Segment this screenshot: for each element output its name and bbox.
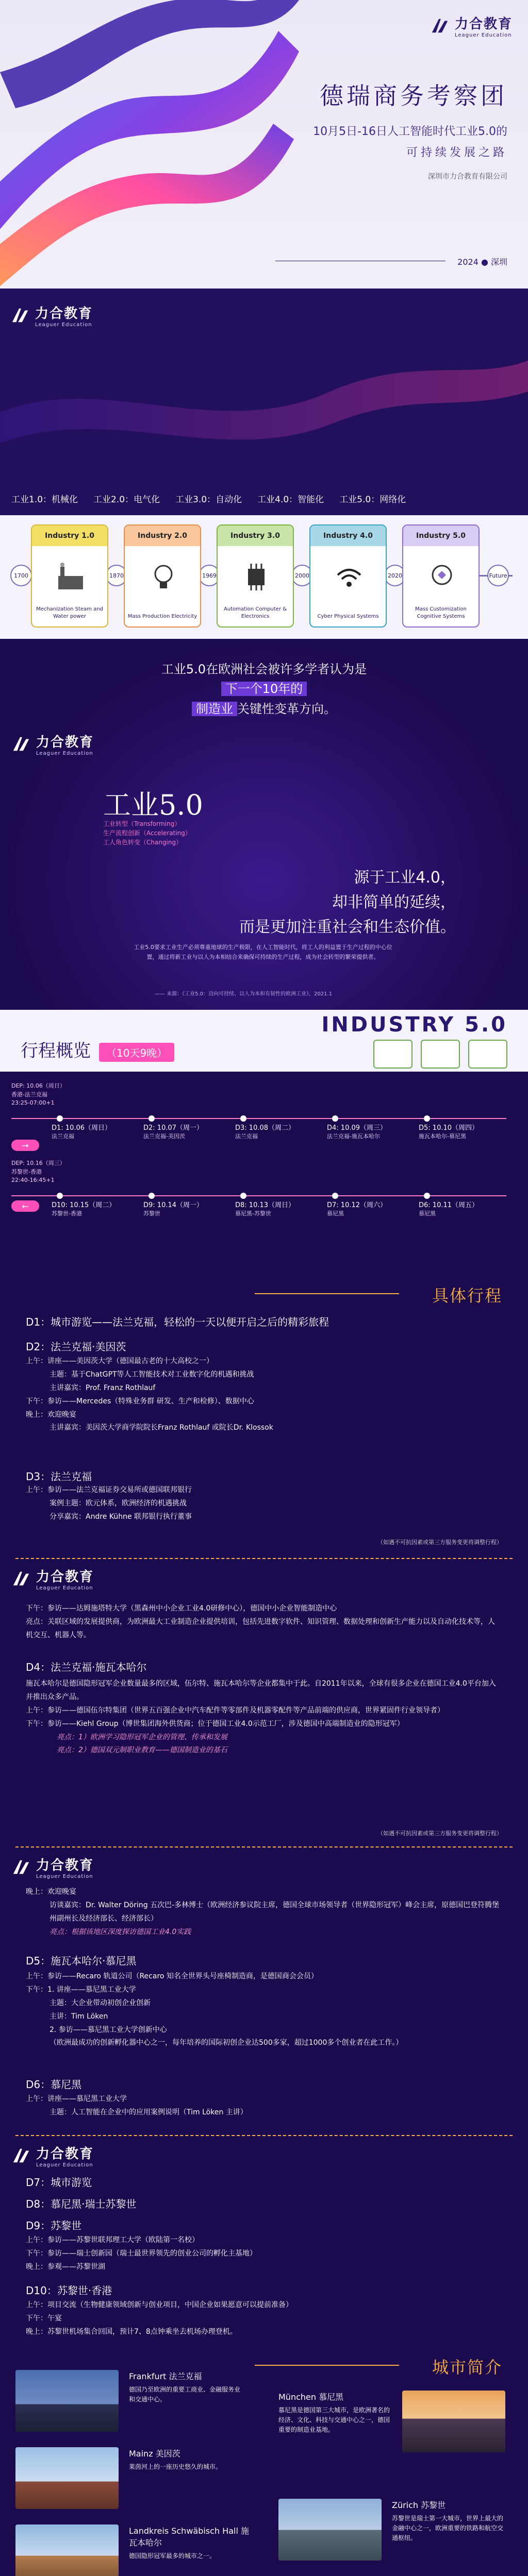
overview-industry-label: INDUSTRY 5.0 [321,1013,507,1037]
city-text [129,2447,242,2472]
route-stop [419,1122,478,1140]
day-4-evening [26,1886,500,1939]
timeline-year: 2000 [291,565,313,586]
industry-5-source: —— 来源：《工业5.0：迈向可持续、以人为本和有韧性的欧洲工业》，2021.1 [155,991,333,997]
quote-line-1: 工业5.0在欧洲社会被许多学者认为是 [161,662,367,676]
people-icon [373,1040,412,1069]
brand-logo-icon [11,1857,31,1877]
keyword: 工业转型（Transforming） [103,820,181,827]
wifi-icon [334,562,365,592]
itinerary-section-3 [0,1844,528,2133]
stop-city: 慕尼黑 [419,1210,436,1217]
cover-title: 德瑞商务考察团 [320,82,507,110]
section-divider [15,1846,513,1848]
section-logo [10,303,93,328]
quote-line-3 [0,699,528,719]
stop-city: 慕尼黑 [327,1210,344,1217]
detail-line: 上午：项目交流（生物健康领域创新与创业项目，中国企业如果愿意可以提前准备） [26,2301,293,2309]
day-3-heading: D3：法兰克福 [26,1470,92,1483]
detail-line: 上午：参访——Recaro 轨道公司（Recaro 知名全世界头号座椅制造商，是德国商会会员） [26,1972,318,1980]
brand-name: 力合教育 [36,1858,94,1873]
industry-stage: 工业2.0：电气化 [93,495,160,505]
route-stop [235,1199,295,1217]
city-desc: 慕尼黑是德国第三大城市，是欧洲著名的经济、文化、科技与交通中心之一，德国重要的制造业基地。 [278,2406,390,2434]
detail-line: 下午：参访——Mercedes（特殊业务群 研发、生产和检修）、数据中心 [26,1397,254,1405]
stop-date: D3: 10.08（周二） [235,1124,295,1132]
cover-subtitle: 10月5日-16日人工智能时代工业5.0的 [313,125,507,138]
industry-box-1 [31,524,108,628]
itinerary-section-4 [0,2133,528,2349]
lightbulb-icon [148,562,179,592]
stop-city: 苏黎世 [143,1210,160,1217]
industry-5-paragraph: 工业5.0要求工业生产必须尊重地球的生产极限，在人工智能时代，将工人的利益置于生产过程的中心位置，通过将新工业与以人为本相结合来确保可持续的生产过程，成为社会转型的繁荣提供者。 [134,944,392,960]
cover-logo [430,13,513,38]
industry-box-caption: Automation Computer & Electronics [223,606,287,619]
stop-city: 施瓦本哈尔-慕尼黑 [419,1133,466,1140]
overview-icon-tiles [373,1040,507,1069]
stop-city: 法兰克福 [52,1133,74,1140]
detail-line: 上午：参访——法兰克福证券交易所或德国联邦银行 [26,1486,192,1494]
stop-date: D1: 10.06（周日） [52,1124,112,1132]
industry-box-caption: Mechanization Steam and Water power [36,606,103,619]
quote-highlight: 下一个10年的 [221,682,307,696]
frankfurt-photo [15,2370,119,2432]
industry-box-head: Industry 1.0 [32,526,107,546]
detail-line: 主题：人工智能在企业中的应用案例说明（Tim Löken 主讲） [50,2108,248,2116]
stop-date: D5: 10.10（周四） [419,1124,479,1132]
industry-diagram [0,515,528,639]
day-3-details [26,1484,192,1524]
industry-stage: 工业5.0：网络化 [339,495,406,505]
route-stop-dot [57,1115,63,1122]
day-2-details [26,1355,273,1435]
brand-name-en: Leaguer Education [36,2162,93,2168]
detail-line: （欧洲最成功的创新孵化器中心之一，每年培养的国际初创企业达500多家，超过1000多个创业者在此工作。） [50,2039,403,2047]
city-schwaebisch-hall [15,2524,249,2576]
city-desc: 德国乃至欧洲的重要工商业、金融服务业和交通中心。 [129,2386,241,2403]
detail-line: 亮点：关联区域的发展提供商，为欧洲最大工业制造企业提供培训，包括先进数字软件、知识管理、数据处理和创新生产能力以及自动化技术等，人机交互、机器人等。 [26,1617,495,1639]
outbound-dep: DEP: 10.06（周日） [11,1082,65,1089]
arrow-right-icon: → [11,1140,39,1151]
city-name: Mainz 美因茨 [129,2449,180,2459]
stop-date: D6: 10.11（周五） [419,1201,479,1209]
keyword: 生产流程创新（Accelerating） [103,829,191,837]
city-name: Landkreis Schwäbisch Hall 施瓦本哈尔 [129,2526,249,2548]
industry-stage: 工业1.0：机械化 [11,495,78,505]
detail-line: 上午：讲座——美因茨大学（德国最古老的十大高校之一） [26,1357,213,1365]
statement-line: 而是更加注重社会和生态价值。 [239,918,456,936]
cities-heading: 城市简介 [432,2358,502,2377]
detail-line: 晚上：欢迎晚宴 [26,1888,76,1896]
industry-box-caption: Cyber Physical Systems [317,614,379,619]
return-dep: DEP: 10.16（周三） [11,1160,65,1166]
detail-line: 晚上：苏黎世机场集合回国，预计7、8点钟乘坐去机场办理登机。 [26,2327,237,2336]
day-6-heading: D6：慕尼黑 [26,2078,82,2091]
plant-icon [468,1040,507,1069]
industry-box-5 [402,524,480,628]
day-10-details [26,2299,293,2339]
industry-5-quote [0,659,528,719]
return-route: 苏黎世-香港 [11,1168,42,1175]
outbound-route-line [11,1118,506,1119]
detail-line: 下午：参访——达姆施塔特大学（黑森州中小企业工业4.0研修中心），德国中小企业智能制造中心 [26,1604,337,1613]
brand-name-en: Leaguer Education [454,32,512,38]
stop-date: D9: 10.14（周一） [143,1201,204,1209]
city-desc: 苏黎世是瑞士第一大城市，世界上最大的金融中心之一，欧洲重要的铁路和航空交通枢纽。 [392,2515,504,2542]
outbound-flight [11,1082,65,1108]
return-time: 22:40-16:45+1 [11,1177,55,1183]
handshake-icon [421,1040,460,1069]
city-name: Frankfurt 法兰克福 [129,2371,202,2381]
route-stop-dot [332,1115,338,1122]
industry-box-caption: Mass Production Electricity [127,614,197,619]
detail-line: 上午：讲座——慕尼黑工业大学 [26,2095,127,2103]
itinerary-section-2 [0,1556,528,1844]
stop-city: 法兰克福-施瓦本哈尔 [327,1133,380,1140]
day-1-heading: D1：城市游览——法兰克福，轻松的一天以便开启之后的精彩旅程 [26,1316,329,1328]
route-stop-dot [148,1115,155,1122]
industry-5-keywords [103,819,191,847]
statement-line: 却非简单的延续， [332,893,456,911]
timeline-year: Future [487,565,509,586]
city-name: Zürich 苏黎世 [392,2500,446,2510]
stop-date: D10: 10.15（周二） [52,1201,116,1209]
overview-title [21,1037,174,1062]
highlight-line: 亮点：根据该地区深度探访德国工业4.0实践 [50,1927,191,1936]
city-mainz [15,2447,222,2509]
route-stop [52,1122,111,1140]
detail-line: 下午：参访——瑞士创新园（瑞士最世界领先的创业公司的孵化主基地） [26,2249,257,2258]
industry-box-caption: Mass Customization Cognitive Systems [415,606,467,619]
section-logo [11,732,94,756]
quote-text: 关键性变革方向。 [237,701,336,716]
city-desc: 莱茵河上的一座历史悠久的城市。 [129,2463,222,2470]
city-frankfurt [15,2370,241,2432]
stop-date: D2: 10.07（周一） [143,1124,204,1132]
highlight-line: 亮点：1）欧洲学习隐形冠军企业的管理、传承和发展 [57,1733,227,1741]
cover-date: 2024 ● 深圳 [457,257,507,267]
brand-name: 力合教育 [36,1569,94,1585]
industry-stage-list [11,492,406,505]
brand-name-en: Leaguer Education [35,322,92,328]
city-text [278,2391,392,2435]
detail-line: 主题：基于ChatGPT等人工智能技术对工业数字化的机遇和挑战 [50,1370,254,1379]
quote-line-2 [0,679,528,699]
city-zurich [278,2499,504,2561]
highlight-line: 亮点：2）德国双元制职业教育——德国制造业的基石 [57,1746,227,1755]
section-logo [11,1566,94,1591]
industry-stage: 工业4.0：智能化 [257,495,324,505]
city-desc: 德国隐形冠军最多的城市之一。 [129,2552,216,2560]
route-stop-dot [332,1193,338,1199]
route-stop-dot [240,1193,246,1199]
brand-logo-icon [11,1569,31,1588]
industry-5-statement [239,866,456,940]
industry-box-4 [309,524,387,628]
cities-section [0,2349,528,2576]
detail-line: 下午：1. 讲座——慕尼黑工业大学 [26,1985,136,1994]
day-9-details [26,2234,257,2274]
day-9-heading: D9：苏黎世 [26,2219,82,2232]
munich-photo [402,2391,505,2452]
day-4-heading: D4：法兰克福·施瓦本哈尔 [26,1661,147,1673]
route-stop [327,1122,387,1140]
industry-timeline-section [0,289,528,515]
industry-stage: 工业3.0：自动化 [175,495,242,505]
detail-line: 分享嘉宾：Andre Kühne 联邦银行执行董事 [50,1512,192,1521]
cover-organization: 深圳市力合教育有限公司 [428,173,507,181]
overview-title-text: 行程概览 [21,1041,91,1061]
heading-rule [255,1293,399,1294]
detail-line: 上午：参访——苏黎世联邦理工大学（欧陆第一名校） [26,2236,199,2244]
day-5-details [26,1970,500,2050]
section-divider [15,2135,513,2136]
brand-logo-icon [11,2146,31,2165]
day-3-afternoon [26,1602,500,1642]
schwaebisch-hall-photo [15,2524,119,2576]
stop-date: D4: 10.09（周三） [327,1124,387,1132]
statement-line: 源于工业4.0， [354,869,456,887]
industry-box-head: Industry 5.0 [403,526,478,546]
section-divider [15,1558,513,1559]
day-4-details [26,1677,500,1757]
itinerary-heading: 具体行程 [432,1286,502,1306]
detail-line: 访谈嘉宾：Dr. Walter Döring 五次巴-多林博士（欧洲经济参议院主席，德国全球市场领导者（世界隐形冠军）峰会主席，原德国巴登符腾堡州副州长及经济部长、经济部长） [50,1901,500,1923]
brand-logo-icon [11,734,31,754]
factory-icon [55,562,86,592]
stop-date: D7: 10.12（周六） [327,1201,387,1209]
disclaimer-note: （如遇不可抗因素或第三方服务变更将调整行程） [377,1539,502,1546]
overview-badge: （10天9晚） [99,1043,174,1062]
stop-city: 法兰克福-美因茨 [143,1133,185,1140]
detail-line: 主题：大企业带动初创企业创新 [50,1998,151,2007]
brand-name: 力合教育 [35,306,93,321]
cover-section [0,0,528,289]
industry-box-head: Industry 4.0 [310,526,386,546]
route-stop [419,1199,478,1217]
keyword: 工人角色转变（Changing） [103,839,183,846]
industry-box-head: Industry 2.0 [125,526,200,546]
detail-line: 晚上：欢迎晚宴 [26,1410,76,1419]
timeline-year: 1969 [199,565,220,586]
industry-5-title: 工业5.0 [103,789,203,821]
route-stop [235,1122,295,1140]
day-7-heading: D7：城市游览 [26,2176,92,2189]
day-10-heading: D10：苏黎世·香港 [26,2284,112,2297]
industry-box-3 [217,524,294,628]
brand-name-en: Leaguer Education [36,751,93,756]
timeline-year: 1870 [106,565,127,586]
stop-date: D8: 10.13（周日） [235,1201,295,1209]
detail-line: 下午：午宴 [26,2314,62,2323]
industry-box-head: Industry 3.0 [218,526,293,546]
chip-icon [241,562,272,592]
detail-line: 晚上：参观——苏黎世湖 [26,2262,105,2271]
timeline-year: 2020 [384,565,406,586]
industry-5-section [0,639,528,1010]
detail-line: 上午：参访——德国伍尔特集团（世界五百强企业中汽车配件等零部件及机器零配件等产品前端的供应商，世界紧固件行业领导者） [26,1706,444,1715]
disclaimer-note: （如遇不可抗因素或第三方服务变更将调整行程） [377,1830,502,1837]
brand-name-en: Leaguer Education [36,1874,93,1879]
route-stop [143,1199,203,1217]
route-stop [143,1122,203,1140]
route-stop-dot [424,1115,430,1122]
detail-line: 施瓦本哈尔是德国隐形冠军企业数量最多的区域，伍尔特、施瓦本哈尔等企业都集中于此。自2011年以来，全球有很多企业在德国工业4.0平台加入并推出众多产品。 [26,1680,496,1701]
detail-line: 主讲：Tim Löken [50,2012,108,2021]
brand-name: 力合教育 [454,16,513,32]
city-text [129,2370,242,2404]
heading-rule [255,2365,399,2366]
brain-head-icon [426,562,457,592]
section-logo [11,2143,94,2168]
return-route-line [11,1195,506,1196]
overview-section [0,1010,528,1278]
brand-logo-icon [10,306,30,325]
itinerary-section-1 [0,1278,528,1556]
cover-title-block [313,77,507,181]
day-2-heading: D2：法兰克福·美因茨 [26,1341,126,1353]
detail-line: 主讲嘉宾：美因茨大学商学院院长Franz Rothlauf 或院长Dr. Klossok [50,1423,273,1432]
route-stop-dot [57,1193,63,1199]
stop-city: 苏黎世-香港 [52,1210,82,1217]
day-8-heading: D8：慕尼黑·瑞士苏黎世 [26,2198,137,2210]
detail-line: 2. 参访——慕尼黑工业大学创新中心 [50,2025,167,2034]
route-stop [52,1199,116,1217]
detail-line: 下午：参访——Kiehl Group（博世集团海外供货商；位于德国工业4.0示范工厂，涉及德国中高端制造业的隐形冠军） [26,1719,404,1728]
section-logo [11,1855,94,1879]
cover-subtitle-2: 可持续发展之路 [406,146,507,159]
outbound-route: 香港-法兰克福 [11,1091,47,1098]
return-flight [11,1159,65,1185]
overview-header [0,1010,528,1072]
mainz-photo [15,2447,119,2509]
route-stop-dot [424,1193,430,1199]
route-stop-dot [240,1115,246,1122]
brand-name: 力合教育 [36,2146,94,2162]
timeline-year: 1700 [10,565,32,586]
day-5-heading: D5：施瓦本哈尔·慕尼黑 [26,1955,137,1967]
brand-name-en: Leaguer Education [36,1585,93,1591]
arrow-left-icon: ← [11,1200,39,1212]
city-text [392,2499,505,2544]
outbound-time: 23:25-07:00+1 [11,1099,55,1106]
industry-box-2 [124,524,201,628]
city-name: München 慕尼黑 [278,2392,344,2402]
stop-city: 慕尼黑-苏黎世 [235,1210,271,1217]
brand-name: 力合教育 [36,735,94,750]
brand-logo-icon [430,16,450,36]
quote-highlight: 制造业 [192,702,237,716]
city-text [129,2524,253,2561]
route-stop-dot [148,1193,155,1199]
day-6-details [26,2093,248,2120]
cover-ribbon-art [0,0,299,289]
route-stop [327,1199,387,1217]
stop-city: 法兰克福 [235,1133,258,1140]
detail-line: 案例主题：欧元体系，欧洲经济的机遇挑战 [50,1499,187,1507]
zurich-photo [278,2499,382,2561]
detail-line: 主讲嘉宾：Prof. Franz Rothlauf [50,1383,156,1392]
